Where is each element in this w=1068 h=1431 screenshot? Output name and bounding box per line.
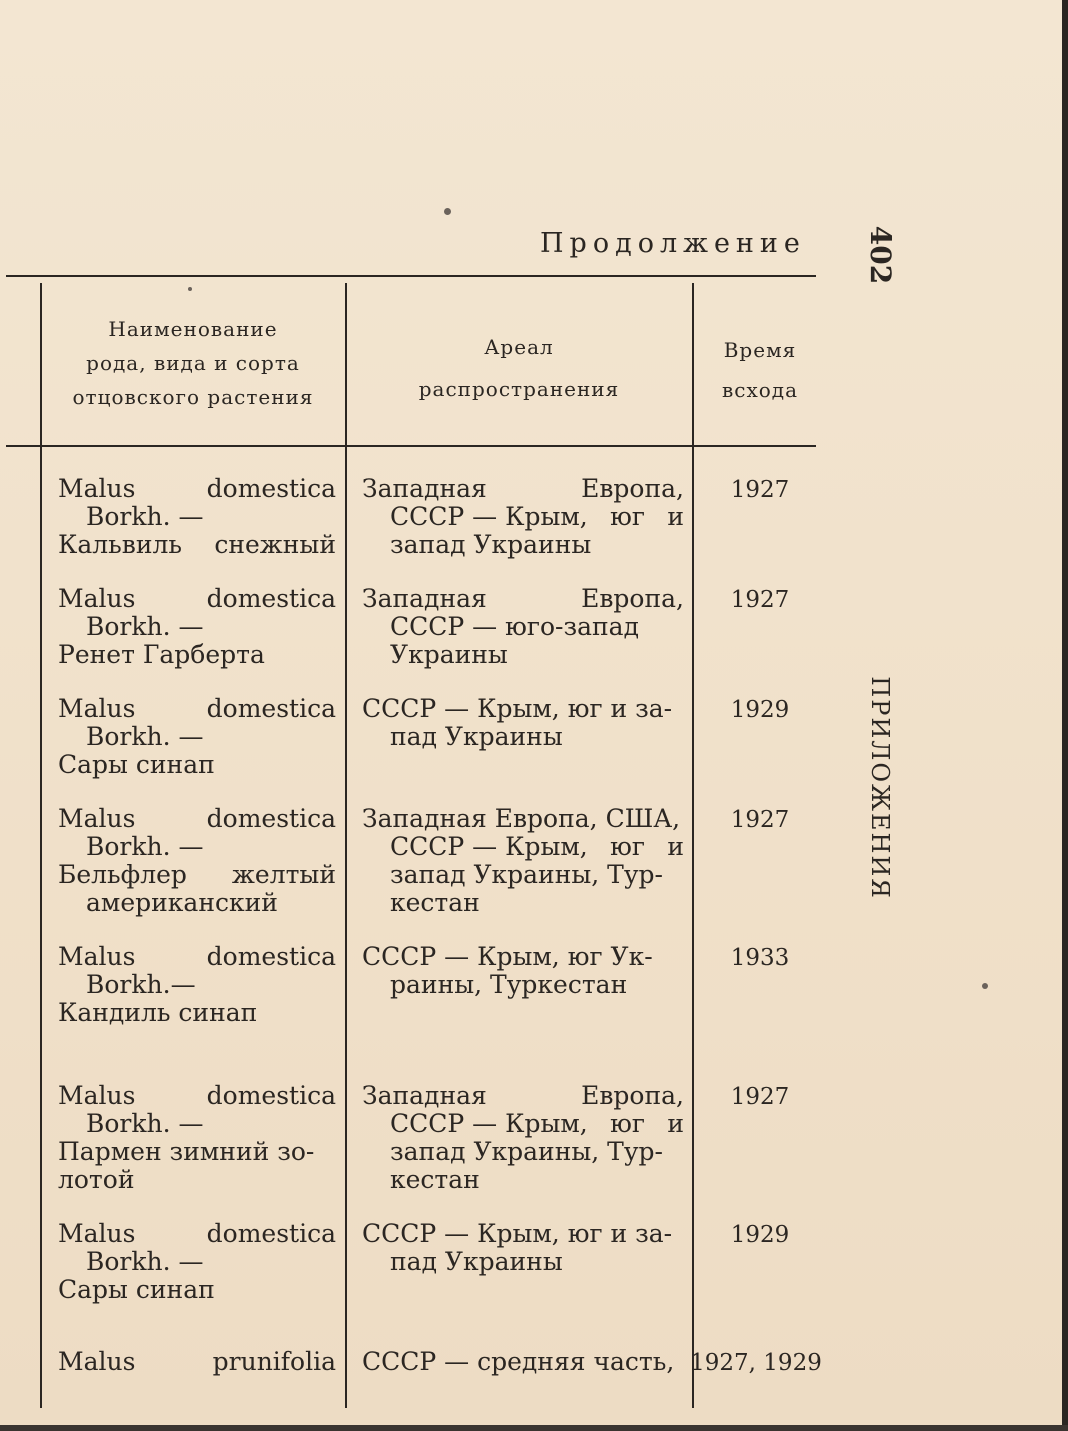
cell-year: 1927 xyxy=(730,477,790,503)
scan-edge-bottom xyxy=(0,1425,1068,1431)
cell-word: domestica xyxy=(206,1219,336,1248)
cell-word: юг xyxy=(610,502,645,531)
cell-line: пад Украины xyxy=(390,722,563,751)
cell-word: Malus xyxy=(58,1347,136,1376)
continued-label: Продолжение xyxy=(540,228,806,259)
cell-word: Malus xyxy=(58,942,136,971)
cell-area xyxy=(362,1348,684,1376)
cell-plant-name xyxy=(58,1348,336,1376)
cell-line: лотой xyxy=(58,1165,135,1194)
header-area-line: Ареал xyxy=(484,335,554,359)
cell-word: domestica xyxy=(206,804,336,833)
cell-word: и xyxy=(667,1109,684,1138)
cell-word: Западная xyxy=(362,474,487,503)
cell-line xyxy=(58,1348,336,1376)
cell-word: Европа, xyxy=(581,474,684,503)
scan-speck xyxy=(188,287,192,291)
cell-word: domestica xyxy=(206,1081,336,1110)
cell-line: СССР — Крым, юг и за- xyxy=(362,1219,673,1248)
cell-plant-name xyxy=(58,805,336,917)
cell-line: пад Украины xyxy=(390,1247,563,1276)
cell-word: СССР — Крым, xyxy=(390,1109,588,1138)
cell-line: Borkh. — xyxy=(86,722,204,751)
cell-plant-name xyxy=(58,943,336,1027)
cell-word: снежный xyxy=(214,530,336,559)
scan-edge-right xyxy=(1062,0,1068,1431)
cell-line: СССР — Крым, юг Ук- xyxy=(362,942,653,971)
page-number: 402 xyxy=(864,225,898,285)
cell-word: юг xyxy=(610,1109,645,1138)
cell-plant-name xyxy=(58,1082,336,1194)
cell-word: Западная xyxy=(362,1081,487,1110)
cell-word: Кальвиль xyxy=(58,530,182,559)
header-name xyxy=(48,312,338,414)
cell-plant-name xyxy=(58,585,336,669)
cell-word: domestica xyxy=(206,474,336,503)
cell-line: СССР — юго-запад xyxy=(390,612,639,641)
cell-line: кестан xyxy=(390,888,480,917)
cell-line: Ренет Гарберта xyxy=(58,640,265,669)
cell-word: Malus xyxy=(58,584,136,613)
cell-line: Сары синап xyxy=(58,750,215,779)
cell-line xyxy=(362,503,684,531)
cell-year: 1929 xyxy=(730,1222,790,1248)
cell-word: Европа, xyxy=(581,584,684,613)
cell-line: Borkh. — xyxy=(86,1247,204,1276)
header-name-line: Наименование xyxy=(108,317,278,341)
cell-line: раины, Туркестан xyxy=(390,970,628,999)
cell-year: 1927, 1929 xyxy=(690,1350,822,1376)
cell-line: СССР — Крым, юг и за- xyxy=(362,694,673,723)
cell-line: Пармен зимний зо- xyxy=(58,1137,315,1166)
cell-line xyxy=(58,1082,336,1110)
cell-word: domestica xyxy=(206,694,336,723)
cell-line xyxy=(58,695,336,723)
cell-word: и xyxy=(667,502,684,531)
cell-line: Сары синап xyxy=(58,1275,215,1304)
cell-area xyxy=(362,1082,684,1194)
cell-line: Западная Европа, США, xyxy=(362,804,681,833)
header-name-line: рода, вида и сорта xyxy=(86,351,300,375)
cell-word: желтый xyxy=(231,860,336,889)
cell-word: Malus xyxy=(58,1081,136,1110)
table-top-rule xyxy=(6,275,816,277)
cell-year: 1933 xyxy=(730,945,790,971)
cell-word: юг xyxy=(610,832,645,861)
cell-word: domestica xyxy=(206,584,336,613)
cell-line: запад Украины, Тур- xyxy=(390,1137,663,1166)
cell-plant-name xyxy=(58,475,336,559)
header-area-line: распространения xyxy=(418,377,620,401)
cell-line xyxy=(362,1082,684,1110)
cell-line: СССР — средняя часть, xyxy=(362,1347,675,1376)
cell-word: Бельфлер xyxy=(58,860,187,889)
cell-line xyxy=(58,1220,336,1248)
cell-word: domestica xyxy=(206,942,336,971)
cell-word: prunifolia xyxy=(212,1347,336,1376)
cell-area xyxy=(362,943,684,999)
cell-line: Borkh. — xyxy=(86,502,204,531)
cell-word: Malus xyxy=(58,694,136,723)
cell-word: и xyxy=(667,832,684,861)
cell-year: 1927 xyxy=(730,807,790,833)
cell-area xyxy=(362,1220,684,1276)
cell-area xyxy=(362,585,684,669)
cell-word: Западная xyxy=(362,584,487,613)
cell-word: Malus xyxy=(58,804,136,833)
cell-line: Украины xyxy=(390,640,508,669)
running-title: ПРИЛОЖЕНИЯ xyxy=(866,676,894,900)
table-left-border xyxy=(40,283,42,1408)
cell-line: кестан xyxy=(390,1165,480,1194)
header-time-line: Время xyxy=(723,338,797,362)
cell-line: Borkh. — xyxy=(86,832,204,861)
cell-line xyxy=(362,475,684,503)
cell-year: 1929 xyxy=(730,697,790,723)
cell-line xyxy=(58,475,336,503)
cell-line: Borkh.— xyxy=(86,970,196,999)
cell-year: 1927 xyxy=(730,587,790,613)
cell-line: запад Украины, Тур- xyxy=(390,860,663,889)
cell-line xyxy=(58,943,336,971)
cell-line xyxy=(58,585,336,613)
cell-word: Malus xyxy=(58,474,136,503)
cell-line xyxy=(58,861,336,889)
header-time-line: всхода xyxy=(721,378,799,402)
cell-line xyxy=(58,531,336,559)
header-area xyxy=(352,326,686,410)
cell-line: Borkh. — xyxy=(86,1109,204,1138)
cell-word: Европа, xyxy=(581,1081,684,1110)
cell-year: 1927 xyxy=(730,1084,790,1110)
header-time xyxy=(700,330,820,410)
column-divider-1 xyxy=(345,283,347,1408)
cell-area xyxy=(362,805,684,917)
cell-word: СССР — Крым, xyxy=(390,502,588,531)
cell-word: Malus xyxy=(58,1219,136,1248)
cell-plant-name xyxy=(58,1220,336,1304)
cell-line xyxy=(362,1110,684,1138)
cell-line: американский xyxy=(86,888,278,917)
header-name-line: отцовского растения xyxy=(72,385,314,409)
cell-area xyxy=(362,695,684,751)
scan-speck xyxy=(444,208,451,215)
cell-line: Borkh. — xyxy=(86,612,204,641)
cell-plant-name xyxy=(58,695,336,779)
cell-line: запад Украины xyxy=(390,530,592,559)
cell-line xyxy=(58,805,336,833)
cell-word: СССР — Крым, xyxy=(390,832,588,861)
cell-line: Кандиль синап xyxy=(58,998,258,1027)
cell-line xyxy=(362,833,684,861)
header-bottom-rule xyxy=(6,445,816,447)
scan-speck xyxy=(982,983,988,989)
cell-line xyxy=(362,585,684,613)
cell-area xyxy=(362,475,684,559)
